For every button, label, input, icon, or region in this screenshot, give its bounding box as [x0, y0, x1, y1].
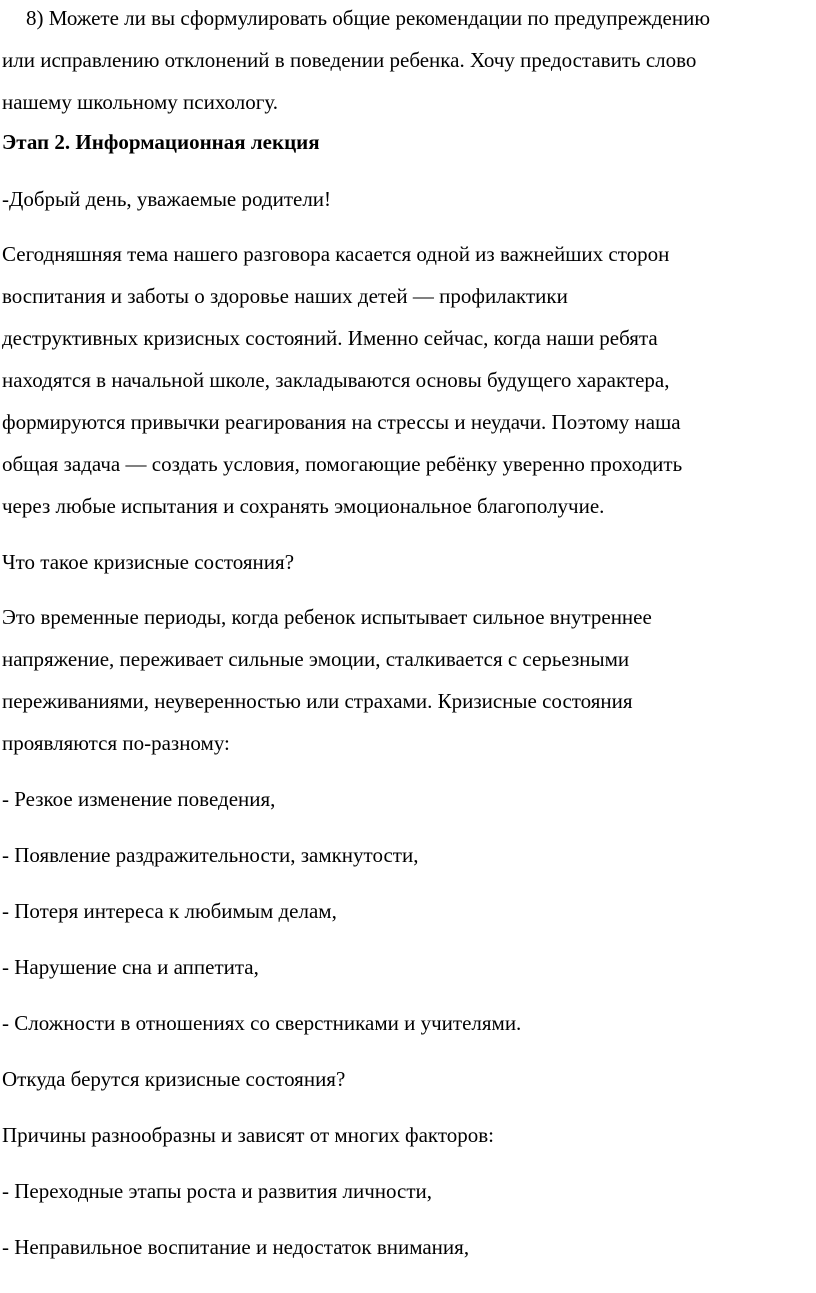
definition-line: проявляются по-разному: — [2, 731, 230, 755]
intro-paragraph — [0, 0, 710, 123]
symptom-item: - Потеря интереса к любимым делам, — [2, 899, 337, 923]
question-crisis-causes: Откуда берутся кризисные состояния? — [2, 1067, 346, 1091]
symptom-item: - Резкое изменение поведения, — [2, 787, 276, 811]
cause-item: - Переходные этапы роста и развития личности, — [2, 1179, 433, 1203]
topic-paragraph — [0, 233, 682, 527]
symptom-item: - Нарушение сна и аппетита, — [2, 955, 259, 979]
definition-line: напряжение, переживает сильные эмоции, сталкивается с серьезными — [2, 647, 630, 671]
symptom-item: - Появление раздражительности, замкнутости, — [2, 843, 419, 867]
question-crisis-definition: Что такое кризисные состояния? — [2, 550, 295, 574]
definition-line: переживаниями, неуверенностью или страхами. Кризисные состояния — [2, 689, 633, 713]
definition-line: Это временные периоды, когда ребенок испытывает сильное внутреннее — [2, 605, 652, 629]
intro-line: или исправлению отклонений в поведении ребенка. Хочу предоставить слово — [2, 48, 697, 72]
greeting: -Добрый день, уважаемые родители! — [2, 187, 332, 211]
intro-line: нашему школьному психологу. — [2, 90, 279, 114]
cause-item: - Неправильное воспитание и недостаток внимания, — [2, 1235, 470, 1259]
topic-line: общая задача — создать условия, помогающие ребёнку уверенно проходить — [2, 452, 683, 476]
topic-line: находятся в начальной школе, закладываются основы будущего характера, — [2, 368, 670, 392]
definition-paragraph — [0, 596, 652, 764]
topic-line: деструктивных кризисных состояний. Именно сейчас, когда наши ребята — [2, 326, 658, 350]
symptom-item: - Сложности в отношениях со сверстниками и учителями. — [2, 1011, 522, 1035]
topic-line: Сегодняшняя тема нашего разговора касается одной из важнейших сторон — [2, 242, 670, 266]
causes-intro: Причины разнообразны и зависят от многих факторов: — [2, 1123, 495, 1147]
topic-line: через любые испытания и сохранять эмоциональное благополучие. — [2, 494, 605, 518]
topic-line: воспитания и заботы о здоровье наших детей — профилактики — [2, 284, 568, 308]
intro-line: 8) Можете ли вы сформулировать общие рекомендации по предупреждению — [26, 6, 711, 30]
topic-line: формируются привычки реагирования на стрессы и неудачи. Поэтому наша — [2, 410, 681, 434]
stage-heading: Этап 2. Информационная лекция — [2, 130, 320, 154]
